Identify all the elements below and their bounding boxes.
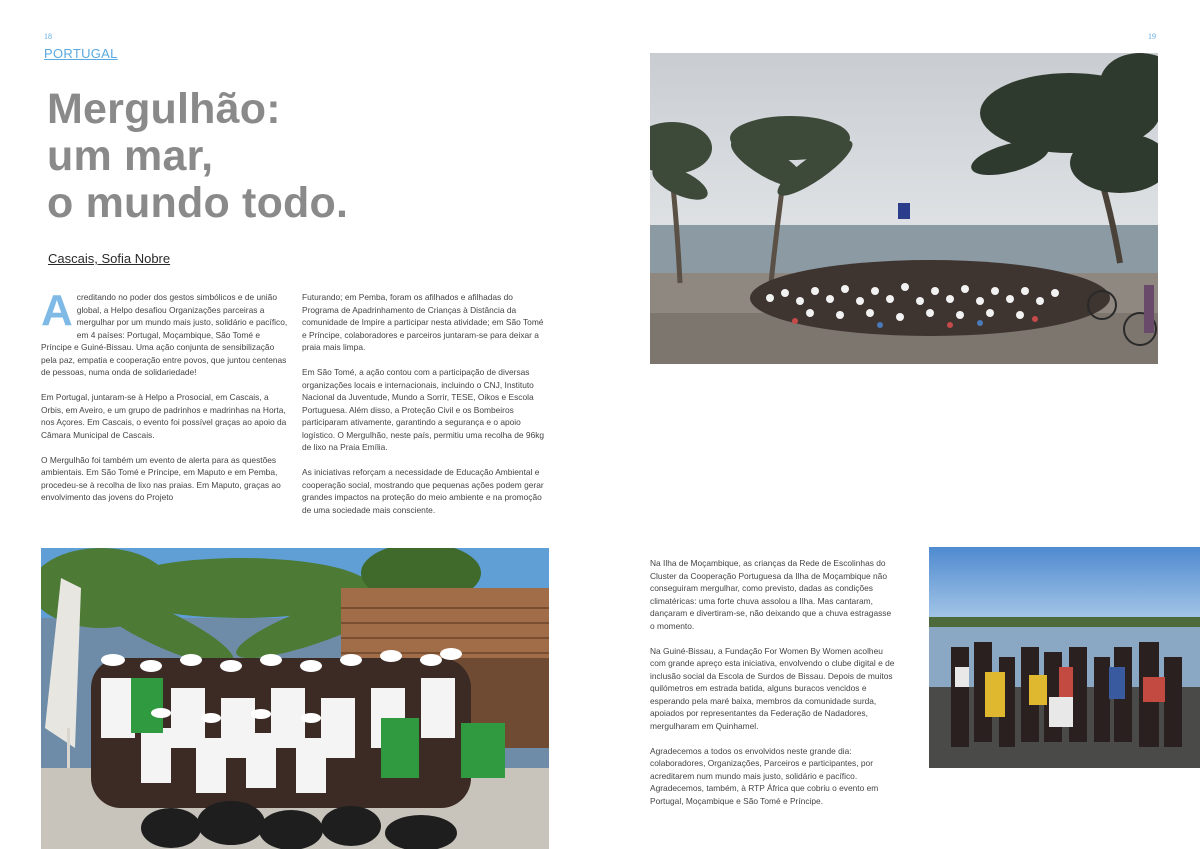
byline[interactable]: Cascais, Sofia Nobre [48,251,171,266]
text-column-2 [302,291,550,529]
text-column-1 [41,286,288,516]
title-line-2: um mar, [47,131,214,180]
lakeside-group-photo [929,547,1200,768]
beach-group-photo [650,53,1158,364]
paragraph: O Mergulhão foi também um evento de alerta para as questões ambientais. Em São Tomé e Príncipe, em Maputo e em Pemba, procedeu-se à recolha de lixo nas praias. Em Maputo, graças ao envolvimento das jovens do Projeto [41,454,281,503]
garden-group-photo [41,548,549,849]
text-column-3 [650,557,898,820]
title-line-3: o mundo todo. [47,178,349,227]
paragraph: Em São Tomé, a ação contou com a participação de diversas organizações locais e internacionais, incluindo o CNJ, Instituto Nacional da Juventude, Mundo a Sorrir, TESE, Oikos e Escola Portuguesa. Além disso, a Proteção Civil e os Bombeiros participaram ativamente, garantindo a segurança e o apoio logístico. O Mergulhão, neste país, permitiu uma recolha de 96kg de lixo na Praia Emília. [302,367,545,453]
paragraph: Em Portugal, juntaram-se à Helpo a Prosocial, em Cascais, a Orbis, em Aveiro, e um grupo de padrinhos e madrinhas na Horta, nos Açores. Em Cascais, o evento foi possível graças ao apoio da Câmara Municipal de Cascais. [41,392,287,440]
paragraph: Futurando; em Pemba, foram os afilhados e afilhadas do Programa de Apadrinhamento de Crianças à Distância da comunidade de Impire a participar nesta atividade; em São Tomé e Príncipe, colaboradores e parceiros juntaram-se para deixar a praia mais limpa. [302,292,544,353]
paragraph [41,286,288,379]
section-label[interactable]: PORTUGAL [44,46,118,61]
drop-cap: A [41,286,73,335]
article-title [47,86,348,227]
page-number-right: 19 [1148,32,1156,41]
paragraph: Na Guiné-Bissau, a Fundação For Women By Women acolheu com grande apreço esta iniciativa, envolvendo o clube digital e de inclusão social da Escola de Surdos de Bissau. Depois de muitos quilómetros em estrada batida, alguns buracos vencidos e esperando pela maré baixa, membros da comunidade surda, apoiados por representantes da Federação de Nadadores, mergulharam em Quinhamel. [650,645,895,731]
page-number-left: 18 [44,32,52,41]
paragraph-text: creditando no poder dos gestos simbólicos e de união global, a Helpo desafiou Organizações parceiras a mergulhar por um mundo mais justo, solidário e pacífico, em 4 países: Portugal, Moçambique, São Tomé e Príncipe e Guiné-Bissau. Uma ação conjunta de sensibilização pela paz, empatia e cooperação entre povos, que juntou centenas de pessoas, numa onda de solidariedade! [41,292,288,378]
paragraph: Agradecemos a todos os envolvidos neste grande dia: colaboradores, Organizações, Parceiros e participantes, por acreditarem num mundo mais justo, solidário e pacífico. Agradecemos, também, à RTP África que cobriu o evento em Portugal, Moçambique e São Tomé e Príncipe. [650,745,879,806]
paragraph: As iniciativas reforçam a necessidade de Educação Ambiental e cooperação social, mostrando que pequenas ações podem gerar grandes impactos na proteção do meio ambiente e na promoção de uma sociedade mais consciente. [302,467,544,515]
title-line-1: Mergulhão: [47,85,281,133]
paragraph: Na Ilha de Moçambique, as crianças da Rede de Escolinhas do Cluster da Cooperação Portuguesa da Ilha de Moçambique não conseguiram mergulhar, como previsto, dadas as condições climatéricas: uma forte chuva assolou a Ilha. Mas cantaram, dançaram e divertiram-se, não deixando que a chuva estragasse o momento. [650,558,892,631]
